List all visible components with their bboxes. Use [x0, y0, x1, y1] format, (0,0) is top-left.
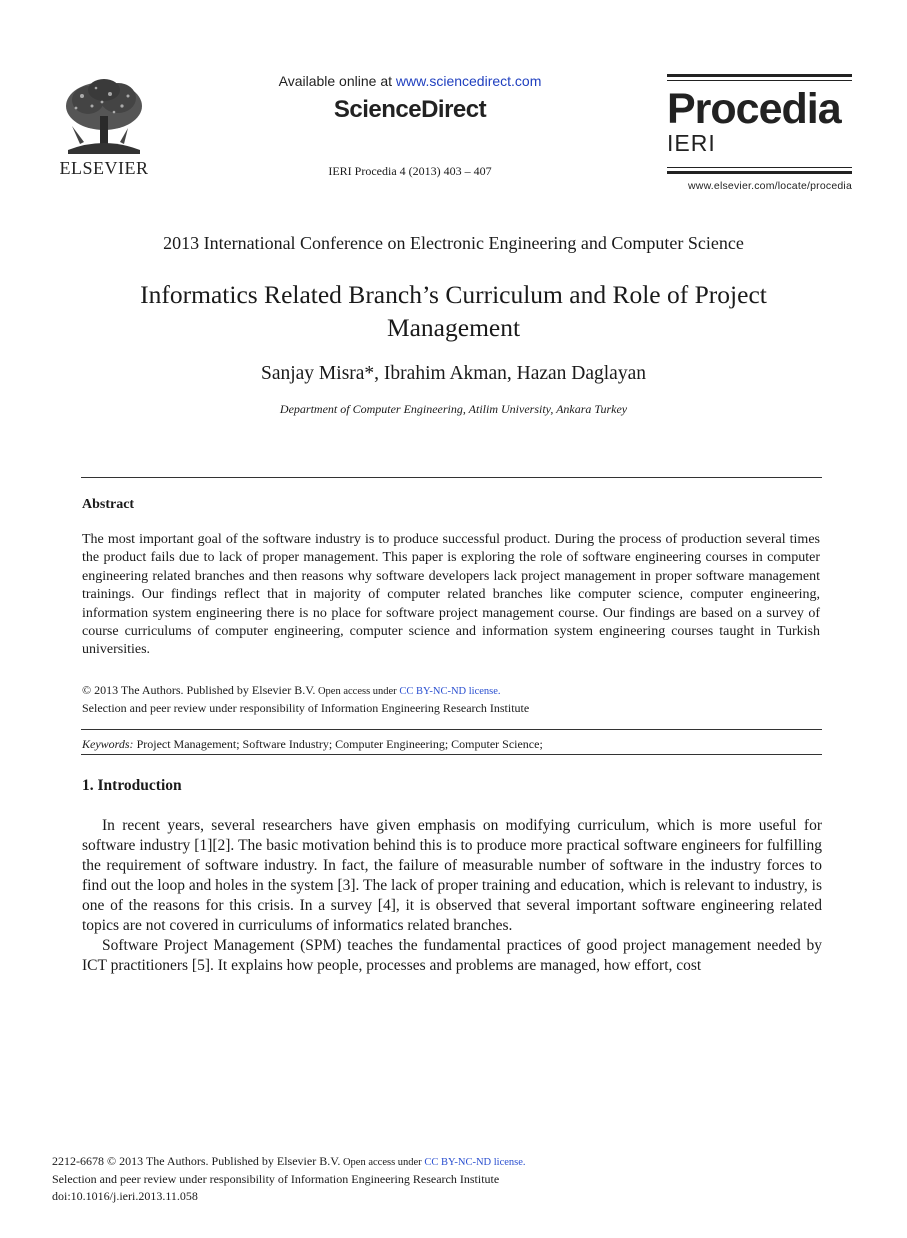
footer-copyright: 2212-6678 © 2013 The Authors. Published by Elsevier B.V.: [52, 1154, 341, 1168]
license-link[interactable]: CC BY-NC-ND license.: [399, 686, 501, 697]
peer-review-line: Selection and peer review under responsibility of Information Engineering Research Institute: [82, 701, 530, 715]
sciencedirect-link[interactable]: www.sciencedirect.com: [395, 73, 542, 89]
section-heading-introduction: 1. Introduction: [82, 777, 182, 794]
keywords-label: Keywords:: [82, 737, 134, 751]
journal-reference: IERI Procedia 4 (2013) 403 – 407: [328, 164, 492, 178]
procedia-wordmark: Procedia: [667, 85, 841, 133]
introduction-body: [82, 816, 822, 976]
footer-license-link[interactable]: CC BY-NC-ND license.: [424, 1157, 526, 1168]
author-list: Sanjay Misra*, Ibrahim Akman, Hazan Daglayan: [260, 363, 646, 384]
paper-title: [80, 278, 827, 344]
conference-name: 2013 International Conference on Electronic Engineering and Computer Science: [163, 233, 744, 253]
footer-peer-review: Selection and peer review under responsibility of Information Engineering Research Institute: [52, 1172, 500, 1186]
copyright-notice: [82, 682, 820, 717]
divider: [81, 477, 822, 478]
paragraph: In recent years, several researchers have given emphasis on modifying curriculum, which is more useful for software industry [1][2]. The basic motivation behind this is to produce more practical software engineers for fulfilling the requirement of software industry. In fact, the failure of measurable number of software in the industry forces to find out the loop and holes in the system [3]. The lack of proper training and education, which is relevant to industry, is one of the reasons for this crisis. In a survey [4], it is observed that several important software engineering related topics are not covered in curriculums of informatics related branches.: [82, 817, 822, 934]
footer-doi[interactable]: doi:10.1016/j.ieri.2013.11.058: [52, 1189, 198, 1203]
logo-bottom-rule: [667, 171, 852, 174]
page-footer: [52, 1153, 812, 1205]
available-online-line: [230, 73, 590, 89]
logo-bottom-rule-thin: [667, 167, 852, 168]
divider: [81, 754, 822, 755]
keywords-line: [82, 737, 820, 752]
sciencedirect-logo: ScienceDirect: [333, 96, 487, 123]
copyright-line: [82, 682, 820, 700]
divider: [81, 729, 822, 730]
abstract-body: The most important goal of the software industry is to produce successful product. During the process of production several times the product fails due to lack of proper management. This paper is exploring the role of software engineering courses in computer engineering related branches and then reasons why software developers lack project management in proper software management trainings. Our findings reflect that in majority of computer related branches like computer science, computer engineering, information system engineering there is no place for software project management course. Our findings are based on a survey of course curriculums of computer engineering, computer science and information system engineering courses taught in Turkish universities.: [82, 532, 820, 658]
open-access-label: Open access under: [315, 686, 400, 697]
available-online-label: Available online at: [278, 73, 396, 89]
elsevier-wordmark: ELSEVIER: [59, 158, 149, 178]
paper-title-line: Informatics Related Branch’s Curriculum and Role of Project: [140, 280, 767, 309]
procedia-logo: [667, 74, 852, 192]
elsevier-tree-icon: [58, 76, 150, 156]
copyright-text: © 2013 The Authors. Published by Elsevier B.V.: [82, 683, 316, 697]
paragraph: Software Project Management (SPM) teaches the fundamental practices of good project management needed by ICT practitioners [5]. It explains how people, processes and problems are managed, how effort, cost: [82, 937, 822, 974]
procedia-subtitle: IERI: [667, 130, 716, 156]
footer-open-access-label: Open access under: [340, 1157, 425, 1168]
footer-copyright-line: [52, 1153, 812, 1171]
paper-title-line: Management: [386, 313, 521, 342]
abstract-heading: Abstract: [82, 497, 135, 512]
journal-url[interactable]: www.elsevier.com/locate/procedia: [688, 180, 852, 192]
logo-top-rule-thin: [667, 80, 852, 81]
affiliation: Department of Computer Engineering, Atilim University, Ankara Turkey: [279, 402, 628, 416]
elsevier-logo: [58, 76, 150, 178]
keywords-text: Project Management; Software Industry; Computer Engineering; Computer Science;: [133, 737, 543, 751]
logo-top-rule: [667, 74, 852, 77]
